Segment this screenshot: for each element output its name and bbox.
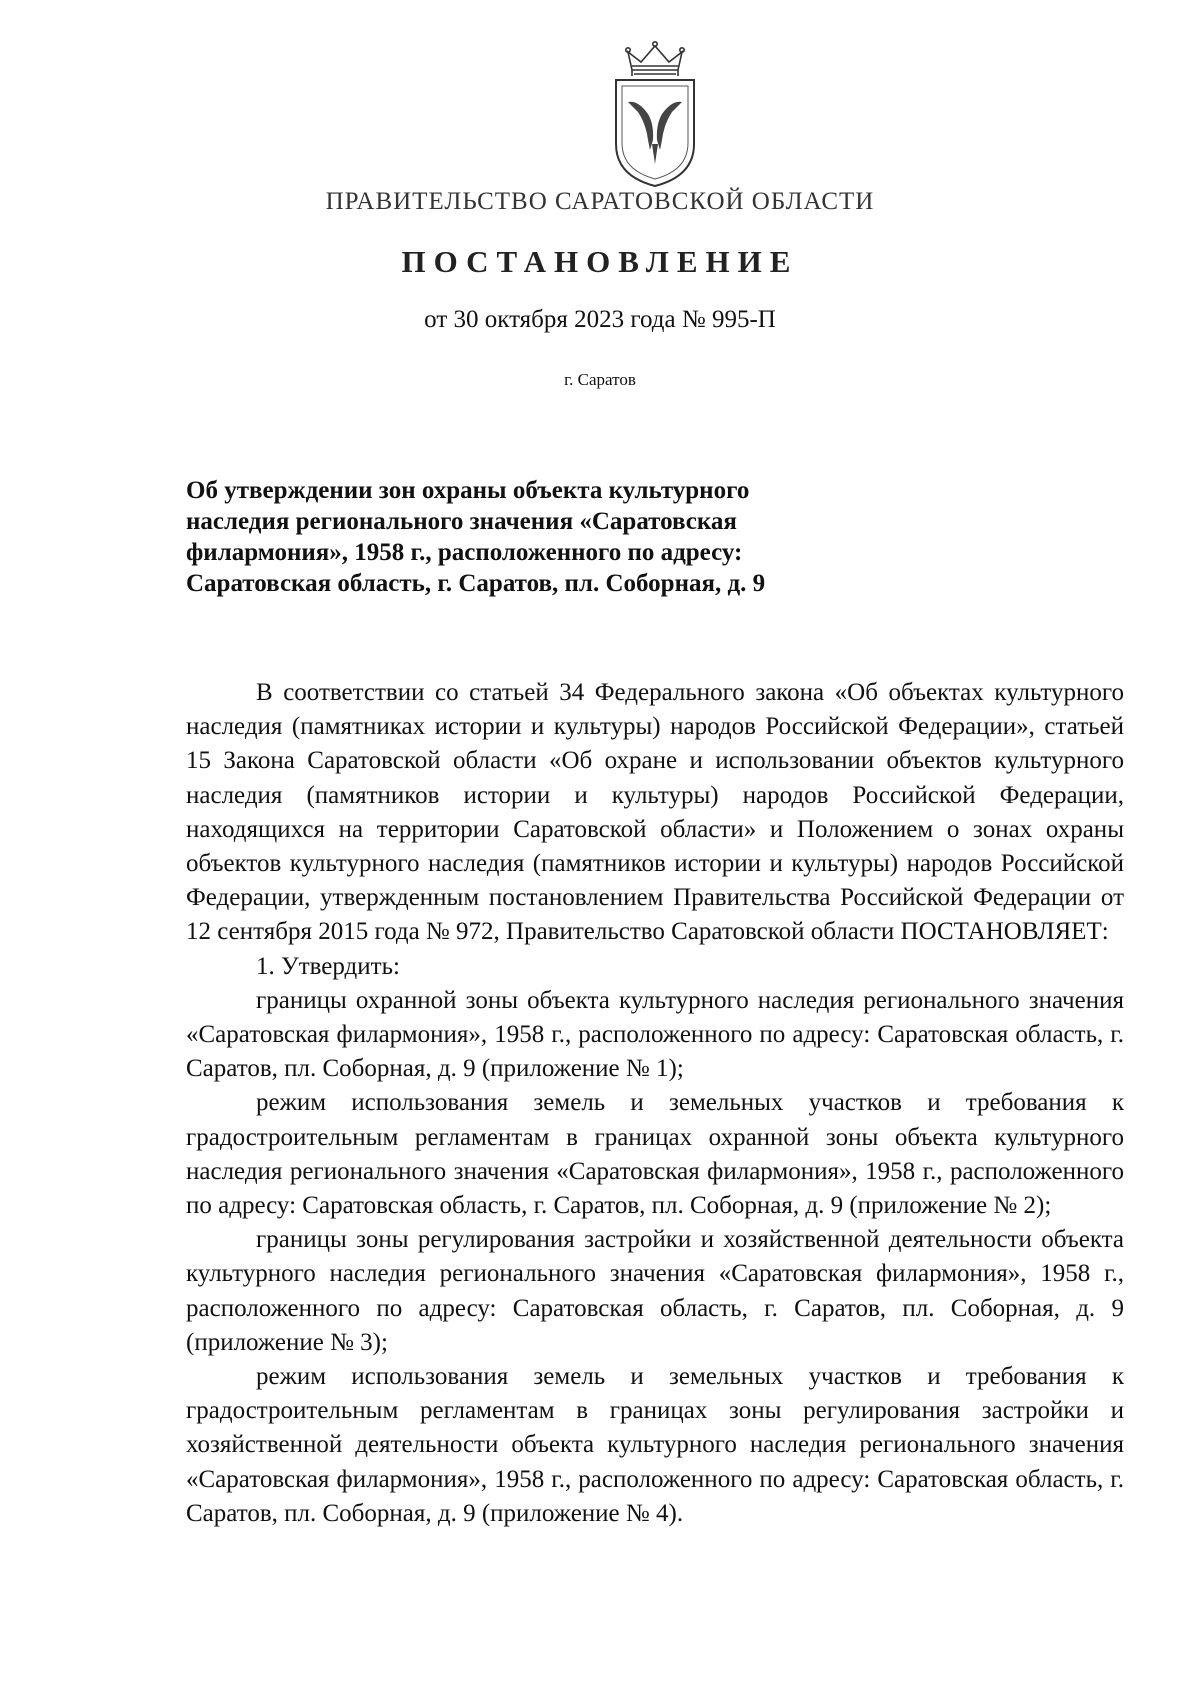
organization-name: ПРАВИТЕЛЬСТВО САРАТОВСКОЙ ОБЛАСТИ bbox=[325, 188, 875, 215]
approval-item-annex-1: границы охранной зоны объекта культурного наследия регионального значения «Саратовская филармония», 1958 г., расположенного по адресу: Саратовская область, г. Саратов, пл. Соборная, д. 9 (приложение № 1); bbox=[186, 986, 1124, 1083]
approval-item-annex-2: режим использования земель и земельных участков и требования к градостроительным регламентам в границах охранной зоны объекта культурного наследия регионального значения «Саратовская филармония», 1958 г., расположенного по адресу: Саратовская область, г. Саратов, пл. Соборная, д. 9 (приложение № 2); bbox=[186, 1089, 1124, 1220]
document-number-date: от 30 октября 2023 года № 995-П bbox=[424, 306, 776, 333]
resolution-item-1: 1. Утвердить: bbox=[256, 952, 400, 980]
document-subject: Об утверждении зон охраны объекта культурного наследия регионального значения «Саратовская филармония», 1958 г., расположенного по адресу: Саратовская область, г. Саратов, пл. Соборная, д. 9 bbox=[186, 477, 766, 597]
document-body bbox=[186, 676, 1124, 1531]
saratov-region-coat-of-arms-icon bbox=[608, 40, 702, 188]
approval-item-annex-3: границы зоны регулирования застройки и хозяйственной деятельности объекта культурного наследия регионального значения «Саратовская филармония», 1958 г., расположенного по адресу: Саратовская область, г. Саратов, пл. Соборная, д. 9 (приложение № 3); bbox=[186, 1226, 1124, 1356]
preamble-paragraph: В соответствии со статьей 34 Федерального закона «Об объектах культурного наследия (памятниках истории и культуры) народов Российской Федерации», статьей 15 Закона Саратовской области «Об охране и использовании объектов культурного наследия (памятников истории и культуры) народов Российской Федерации, находящихся на территории Саратовской области» и Положением о зонах охраны объектов культурного наследия (памятников истории и культуры) народов Российской Федерации, утвержденным постановлением Правительства Российской Федерации от 12 сентября 2015 года № 972, Правительство Саратовской области ПОСТАНОВЛЯЕТ: bbox=[186, 679, 1124, 946]
approval-item-annex-4: режим использования земель и земельных участков и требования к градостроительным регламентам в границах зоны регулирования застройки и хозяйственной деятельности объекта культурного наследия регионального значения «Саратовская филармония», 1958 г., расположенного по адресу: Саратовская область, г. Саратов, пл. Соборная, д. 9 (приложение № 4). bbox=[186, 1363, 1124, 1527]
city-label: г. Саратов bbox=[564, 370, 636, 389]
document-type: ПОСТАНОВЛЕНИЕ bbox=[401, 244, 799, 279]
